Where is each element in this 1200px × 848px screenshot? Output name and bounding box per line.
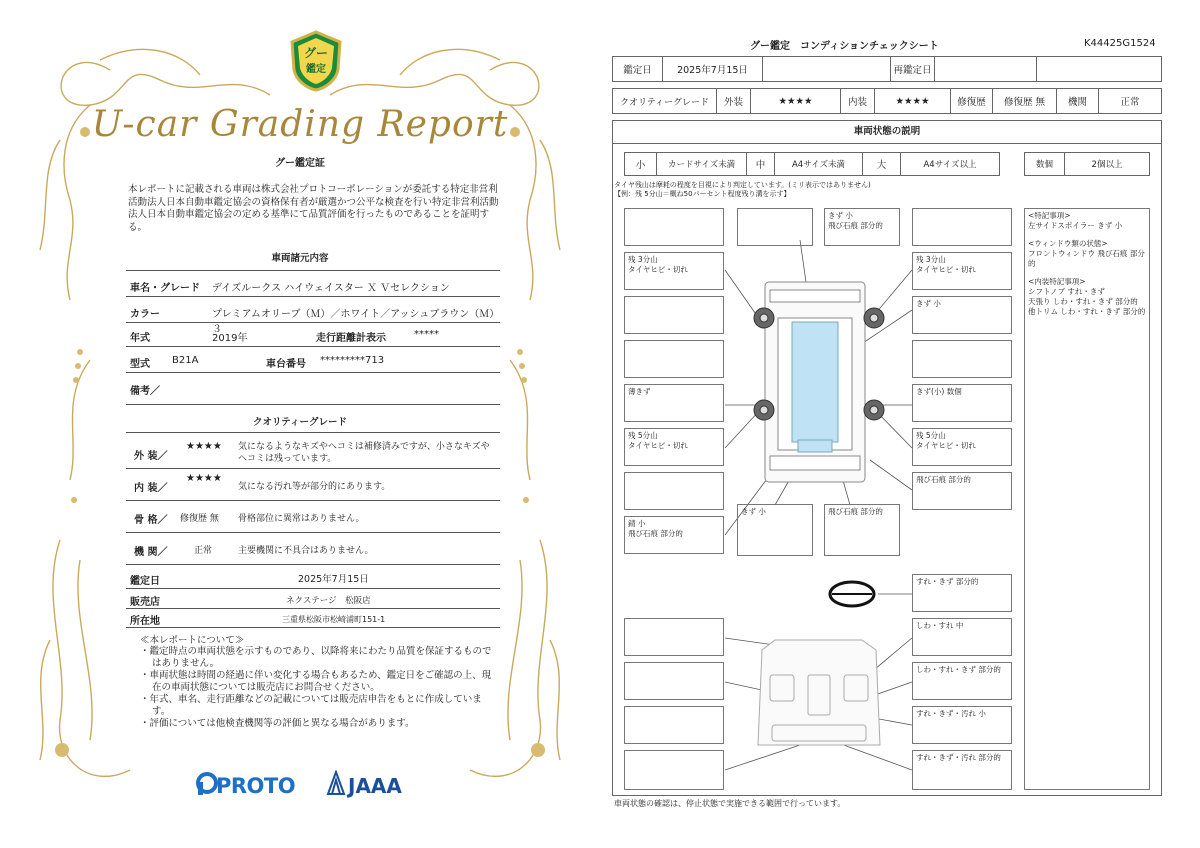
condition-box: 錆 小 飛び石痕 部分的 — [624, 516, 724, 554]
address-label: 所在地 — [130, 616, 160, 627]
address-row — [126, 608, 500, 628]
count-desc: 2個以上 — [1091, 160, 1123, 170]
repair-label: 修復歴 — [951, 89, 993, 113]
year-label: 年式 — [130, 333, 150, 344]
ext-label: 外装 — [717, 89, 751, 113]
quality-row-frame — [126, 500, 500, 532]
condition-box — [624, 340, 724, 378]
quality-grade-label: クオリティーグレード — [613, 89, 717, 113]
date-value: 2025年7月15日 — [663, 57, 763, 81]
interior-special-item: 天張り しわ・すれ・きず 部分的 — [1028, 297, 1138, 306]
condition-box: 残 5分山 タイヤヒビ・切れ — [912, 428, 1012, 466]
spec-row-year — [126, 322, 500, 346]
condition-box: 残 3分山 タイヤヒビ・切れ — [912, 252, 1012, 290]
condition-box: 飛び石痕 部分的 — [912, 472, 1012, 510]
quality-section-title: クオリティーグレード — [252, 417, 348, 428]
quality-row-exterior — [126, 432, 500, 468]
sheet-title: グー鑑定 コンディションチェックシート — [750, 41, 939, 52]
year-value: 2019年 — [212, 333, 248, 344]
interior-special-item: シフトノブ すれ・きず — [1028, 287, 1105, 296]
engine-text: 主要機関に不具合はありません。 — [238, 546, 374, 556]
quality-row-engine — [126, 532, 500, 564]
engine-label: 機関 — [1057, 89, 1099, 113]
section-title: 車両状態の説明 — [612, 120, 1162, 144]
notes-list — [140, 646, 496, 730]
condition-box — [624, 618, 724, 656]
quality-row-interior — [126, 468, 500, 500]
exterior-text: 気になるようなキズやヘコミは補修済みですが、小さなキズやヘコミは残っています。 — [238, 442, 490, 464]
document-id: K44425G1524 — [1084, 38, 1156, 49]
dealer-value: ネクステージ 松阪店 — [286, 596, 371, 606]
interior-text: 気になる汚れ等が部分的にあります。 — [238, 482, 391, 492]
interior-label: 内 装／ — [134, 483, 168, 494]
note-item: ・車両状態は時間の経過に伴い変化する場合もあるため、鑑定日をご確認の上、現在の車両状態については販売店にお問合せください。 — [140, 670, 492, 693]
repair-value: 修復歴 無 — [993, 89, 1057, 113]
model-value: B21A — [172, 355, 199, 366]
certificate-title: グー鑑定証 — [275, 158, 325, 169]
condition-box — [624, 472, 724, 510]
condition-box: 残 5分山 タイヤヒビ・切れ — [624, 428, 724, 466]
frame-value: 修復歴 無 — [180, 514, 219, 524]
condition-box: 薄きず — [624, 384, 724, 422]
appraisal-date-label: 鑑定日 — [130, 576, 160, 587]
dealer-row — [126, 588, 500, 608]
divider — [126, 404, 500, 405]
size-mid-desc: A4サイズ未満 — [775, 153, 863, 175]
name-label: 車名・グレード — [130, 283, 200, 294]
mileage-label: 走行距離計表示 — [316, 333, 386, 344]
certificate-text: 本レポートに記載される車両は株式会社プロトコーポレーションが委託する特定非営利活動法人日本自動車鑑定協会の資格保有者が厳選かつ公平な検査を行い特定非営利活動法人日本自動車鑑定協会の定める基準にて品質評価を行ったものであることを証明する。 — [128, 184, 499, 233]
spec-row-remarks — [126, 372, 500, 404]
car-interior-view — [758, 640, 880, 745]
special-title: <特記事項> — [1028, 211, 1071, 220]
condition-box — [912, 208, 1012, 246]
engine-label: 機 関／ — [134, 547, 168, 558]
condition-box — [624, 296, 724, 334]
remarks-label: 備考／ — [130, 386, 160, 397]
interior-special-item: 他トリム しわ・すれ・きず 部分的 — [1028, 307, 1146, 316]
tire-note: タイヤ残山は摩耗の程度を目視により判定しています。(ミリ表示ではありません) — [614, 181, 871, 189]
condition-box: すれ・きず 部分的 — [912, 574, 1012, 612]
size-small-desc: カードサイズ未満 — [657, 153, 747, 175]
footer-note: 車両状態の確認は、停止状態で実施できる範囲で行っています。 — [614, 799, 846, 808]
condition-box — [624, 750, 724, 790]
reappraisal-label: 再鑑定日 — [891, 57, 935, 81]
condition-box — [624, 706, 724, 744]
appraisal-date-value: 2025年7月15日 — [298, 574, 369, 585]
steering-wheel-icon — [830, 582, 874, 606]
note-item: ・評価については他検査機関等の評価と異なる場合があります。 — [140, 718, 415, 729]
condition-box: しわ・すれ・きず 部分的 — [912, 662, 1012, 700]
model-label: 型式 — [130, 359, 150, 370]
color-label: カラー — [130, 309, 160, 320]
interior-stars: ★★★★ — [186, 473, 222, 484]
condition-box: 残 3分山 タイヤヒビ・切れ — [624, 252, 724, 290]
condition-box: すれ・きず・汚れ 部分的 — [912, 750, 1012, 790]
exterior-label: 外 装／ — [134, 451, 168, 462]
condition-box: きず 小 飛び石痕 部分的 — [824, 208, 900, 246]
jaaa-logo-icon — [326, 770, 346, 796]
engine-value: 正常 — [194, 546, 213, 556]
window-title: <ウィンドウ類の状態> — [1028, 239, 1108, 248]
spec-section-title: 車両諸元内容 — [271, 253, 329, 264]
proto-logo-icon — [196, 772, 218, 796]
goo-appraisal-badge — [288, 30, 344, 92]
spec-row-model — [126, 346, 500, 372]
badge-line1: グー — [303, 46, 328, 60]
int-label: 内装 — [841, 89, 875, 113]
condition-box — [624, 662, 724, 700]
color-value: プレミアムオリーブ（Ｍ）／ホワイト／アッシュブラウン（Ｍ）３ — [212, 309, 500, 335]
tire-example: 【例：残 5分山＝概ね50パーセント程度残り溝を示す】 — [614, 190, 791, 198]
date-label: 鑑定日 — [613, 57, 663, 81]
exterior-stars: ★★★★ — [186, 441, 222, 452]
appraisal-date-row — [126, 564, 500, 588]
spec-row-name — [126, 270, 500, 296]
condition-box: きず 小 — [912, 296, 1012, 334]
name-value: デイズルークス ハイウェイスター Ｘ Ｖセレクション — [212, 283, 450, 294]
condition-box: 飛び石痕 部分的 — [824, 504, 900, 556]
note-item: ・年式、車名、走行距離などの記載については販売店申告をもとに作成しています。 — [140, 694, 482, 717]
special-remarks — [1024, 208, 1150, 790]
size-small: 小 — [625, 153, 657, 175]
notes-title: ≪本レポートについて≫ — [140, 635, 245, 646]
condition-check-sheet — [600, 0, 1200, 848]
chassis-label: 車台番号 — [266, 359, 306, 370]
count-label: 数個 — [1025, 153, 1065, 175]
engine-value: 正常 — [1120, 97, 1140, 108]
proto-logo-text: PROTO — [216, 774, 296, 798]
note-item: ・鑑定時点の車両状態を示すものであり、以降将来にわたり品質を保証するものではありません。 — [140, 646, 492, 669]
condition-box: きず(小) 数個 — [912, 384, 1012, 422]
car-top-view — [765, 282, 865, 482]
int-stars: ★★★★ — [875, 89, 951, 113]
mileage-value: ***** — [414, 329, 439, 340]
interior-special-title: <内装特記事項> — [1028, 277, 1086, 286]
window-item: フロントウィンドウ 飛び石痕 部分的 — [1028, 249, 1145, 268]
condition-box: すれ・きず・汚れ 小 — [912, 706, 1012, 744]
condition-box — [624, 208, 724, 246]
size-large-desc: A4サイズ以上 — [923, 160, 977, 170]
condition-box: きず 小 — [737, 504, 813, 556]
frame-text: 骨格部位に異常はありません。 — [238, 514, 365, 524]
condition-box — [737, 208, 813, 246]
size-large: 大 — [863, 153, 901, 175]
jaaa-logo-text: JAAA — [348, 774, 402, 798]
frame-label: 骨 格／ — [134, 515, 168, 526]
address-value: 三重県松阪市松崎浦町151-1 — [282, 615, 386, 624]
dealer-label: 販売店 — [130, 597, 160, 608]
ext-stars: ★★★★ — [751, 89, 841, 113]
size-mid: 中 — [747, 153, 775, 175]
badge-line2: 鑑定 — [306, 64, 326, 75]
spec-row-color — [126, 296, 500, 335]
condition-box — [912, 340, 1012, 378]
special-item: 左サイドスポイラー きず 小 — [1028, 221, 1123, 230]
chassis-value: *********713 — [320, 355, 385, 366]
report-title: U-car Grading Report — [91, 104, 509, 145]
condition-box: しわ・すれ 中 — [912, 618, 1012, 656]
